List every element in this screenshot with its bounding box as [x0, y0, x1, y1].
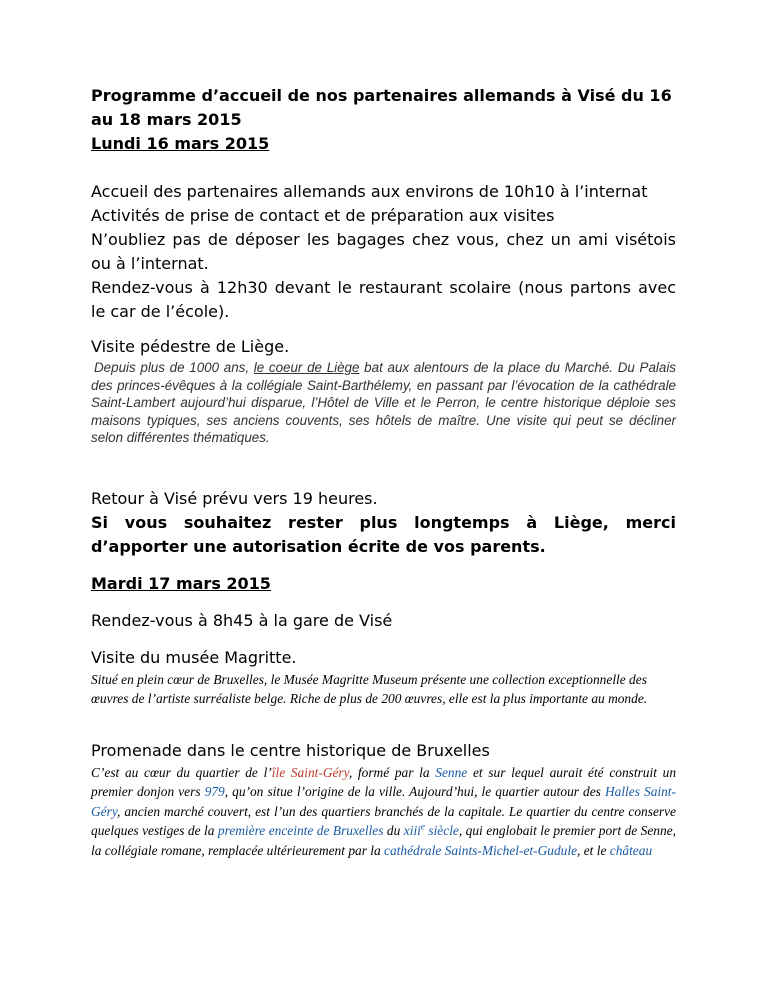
brux-text-1: C’est au cœur du quartier de l’	[91, 764, 272, 780]
link-xiiie-siecle[interactable]	[404, 823, 459, 838]
liege-description	[91, 359, 676, 447]
monday-luggage: N’oubliez pas de déposer les bagages chez vous, chez un ami visétois ou à l’internat.	[91, 230, 676, 273]
link-senne[interactable]: Senne	[435, 764, 468, 780]
brux-text-5: , ancien marché couvert, est l’un des quartiers branchés de la capitale. Le quartier du centre conserve quelques vestiges de la	[91, 803, 676, 838]
magritte-heading: Visite du musée Magritte.	[91, 647, 297, 667]
document-title: Programme d’accueil de nos partenaires allemands à Visé du 16 au 18 mars 2015	[91, 86, 672, 129]
brux-text-7: , qui englobait le premier port de Senne, la collégiale romane, remplacée ultérieurement par la	[91, 823, 676, 858]
liege-text-b: bat aux alentours de la place du Marché. Du Palais des princes-évêques à la collégiale Saint-Barthélemy, en passant par l’évocation de la cathédrale Saint-Lambert aujourd’hui disparue, l’Hôtel de Ville et le Perron, le centre historique déploie ses maisons typiques, ses anciens couvents, ses hôtels de maître. Une visite qui peut se décliner selon différentes thématiques.	[91, 360, 676, 445]
bruxelles-description	[91, 763, 676, 861]
brux-text-2: , formé par la	[348, 764, 436, 780]
brux-text-3: et sur lequel aurait été construit un premier donjon vers	[91, 764, 677, 799]
day-heading-monday: Lundi 16 mars 2015	[91, 134, 270, 153]
monday-meeting: Rendez-vous à 12h30 devant le restaurant scolaire (nous partons avec le car de l’école).	[91, 278, 676, 321]
monday-welcome: Accueil des partenaires allemands aux environs de 10h10 à l’internat	[91, 182, 648, 201]
liege-link[interactable]: le coeur de Liège	[253, 360, 360, 375]
siecle-roman: xiii	[403, 823, 421, 838]
brux-text-8: , et le	[577, 842, 610, 858]
siecle-word: siècle	[424, 823, 459, 838]
document-page	[91, 84, 676, 860]
brux-text-4: , qu’on situe l’origine de la ville. Aujourd’hui, le quartier autour des	[224, 784, 605, 799]
monday-activities: Activités de prise de contact et de préparation aux visites	[91, 206, 555, 225]
link-ile-saint-gery[interactable]: île Saint-Géry	[271, 764, 349, 780]
liege-text-a: Depuis plus de 1000 ans,	[94, 360, 254, 375]
link-halles-saint-gery[interactable]: Halles Saint-Géry	[91, 784, 676, 819]
link-979[interactable]: 979	[204, 784, 225, 799]
day-heading-tuesday: Mardi 17 mars 2015	[91, 573, 271, 593]
brux-text-6: du	[383, 823, 404, 838]
bruxelles-heading: Promenade dans le centre historique de Bruxelles	[91, 740, 490, 760]
liege-heading: Visite pédestre de Liège.	[91, 337, 290, 356]
return-note: Retour à Visé prévu vers 19 heures.	[91, 488, 378, 508]
tuesday-meeting: Rendez-vous à 8h45 à la gare de Visé	[91, 610, 393, 630]
link-premiere-enceinte[interactable]: première enceinte de Bruxelles	[217, 823, 384, 838]
link-cathedrale[interactable]: cathédrale Saints-Michel-et-Gudule	[384, 842, 578, 858]
stay-note: Si vous souhaitez rester plus longtemps à Liège, merci d’apporter une autorisation écrite de vos parents.	[91, 512, 676, 556]
magritte-description: Situé en plein cœur de Bruxelles, le Musée Magritte Museum présente une collection exceptionnelle des œuvres de l’artiste surréaliste belge. Riche de plus de 200 œuvres, elle est la plus importante au monde.	[91, 671, 648, 706]
link-chateau[interactable]: château	[609, 842, 653, 858]
siecle-sup: e	[420, 821, 425, 832]
